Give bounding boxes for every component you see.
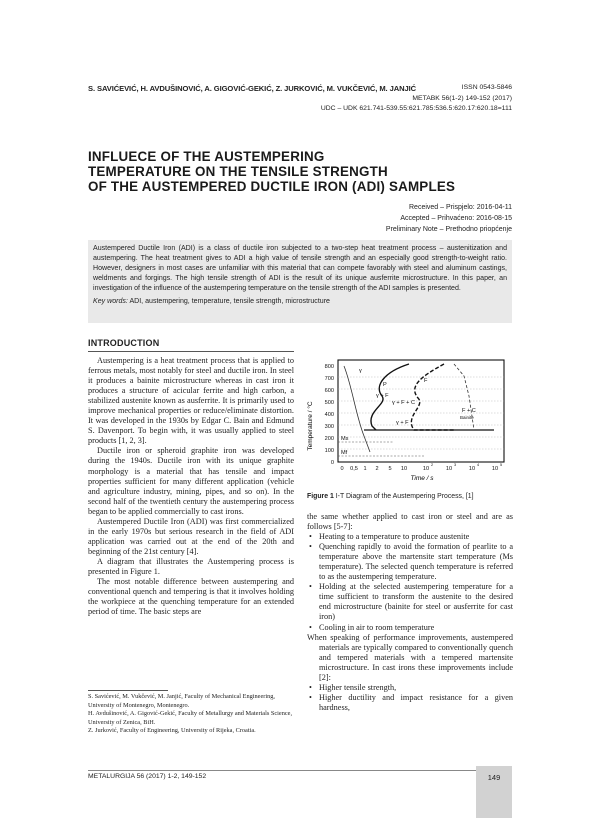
x-tick-label: 5 [388,466,392,472]
paragraph: When speaking of performance improvements, austempered materials are typically compared to conventionally quench and tempered materials with a tempered martensite microstructure. In cast irons these improvements include [2]: [307,632,513,682]
region-label: γ [359,368,362,374]
footnote: Z. Jurković, Faculty of Engineering, University of Rijeka, Croatia. [88,727,256,735]
improvements-list [307,683,513,713]
upper-dashed-curve [454,364,474,430]
x-tick-label: 10 [400,466,408,472]
received-date: Received – Prispjelo: 2016-04-11 [409,204,512,211]
y-tick-label: 300 [324,424,334,430]
x-tick-exponent: 4 [477,463,480,467]
footnote: H. Avdušinović, A. Gigović-Gekić, Faculty of Metallurgy and Materials Science, University of Zenica, BiH. [88,710,293,726]
page-number: 149 [487,773,501,782]
dates-block [386,203,512,235]
issn: ISSN 0543-5846 [461,84,512,91]
paragraph: Austempered Ductile Iron (ADI) was first commercialized in the early 1970s but serious research in the field of ADI application was carried out at the end of the 20th and beginning of the 21st century [4]. [88,516,294,556]
list-item: • Quenching rapidly to avoid the formation of pearlite to a temperature above the martensite start temperature (Ms temperature). The selected quench temperature is referred to as the austempering temperature. [307,542,513,582]
paragraph: The most notable difference between austempering and conventional quench and tempering is that it involves holding the workpiece at the quenching temperature for an extended period of time. The basic steps are [88,577,294,617]
region-label: γ + F + C [392,400,416,406]
footnote: S. Savićević, M. Vukčević, M. Janjić, Faculty of Mechanical Engineering, University of Montenegro, Montenegro. [88,693,275,709]
plot-frame [338,360,504,462]
x-tick-exponent: 3 [454,463,457,467]
transformation-curve-finish [411,364,454,430]
section-heading-introduction: INTRODUCTION [88,338,160,348]
process-steps-list [307,532,513,632]
footnote-rule [88,690,168,691]
paragraph: the same whether applied to cast iron or steel and are as follows [5-7]: [307,512,513,532]
y-tick-label: 600 [324,388,334,394]
caption-label: Figure 1 [307,493,334,500]
paragraph: A diagram that illustrates the Austempering process is presented in Figure 1. [88,556,294,576]
keywords-label: Key words: [93,298,128,306]
y-tick-label: 0 [330,460,334,466]
region-label: γ + F [396,420,409,426]
left-column [88,356,294,617]
journal-ref: METABK 56(1-2) 149-152 (2017) [412,94,512,102]
title-line: OF THE AUSTEMPERED DUCTILE IRON (ADI) SAMPLES [88,179,456,195]
region-label: γ + F [376,393,389,399]
footer-citation: METALURGIJA 56 (2017) 1-2, 149-152 [88,773,207,780]
list-item: • Higher ductility and impact resistance for a given hardness, [307,693,513,713]
footnotes [88,693,298,736]
x-tick-label: 10 [468,466,476,472]
title-line: TEMPERATURE ON THE TENSILE STRENGTH [88,164,388,180]
x-tick-label: 1 [363,466,367,472]
footer-rule [88,770,476,771]
list-item: • Cooling in air to room temperature [307,623,513,633]
y-tick-label: 800 [324,364,334,370]
x-tick-exponent: 2 [431,463,434,467]
paragraph: Ductile iron or spheroid graphite iron was developed during the 1940s. Ductile iron with its unique graphite morphology is a material that has tensile and impact properties sufficient for many different application (vehicle and agriculture industry, mining, pipes, and so on). In the second half of the twentieth century the austempering process began to be applied commercially to cast irons. [88,446,294,516]
y-tick-label: 500 [324,400,334,406]
header-meta [321,83,512,115]
list-item: • Heating to a temperature to produce austenite [307,532,513,542]
keywords-text: ADI, austempering, temperature, tensile strength, microstructure [129,298,330,306]
title-line: INFLUECE OF THE AUSTEMPERING [88,149,325,164]
x-tick-exponent: 5 [500,463,503,467]
author-list: S. SAVIĆEVIĆ, H. AVDUŠINOVIĆ, A. GIGOVIĆ-GEKIĆ, Z. JURKOVIĆ, M. VUKČEVIĆ, M. JANJIĆ [88,84,416,93]
region-label: F [424,378,428,384]
abstract-text: Austempered Ductile Iron (ADI) is a class of ductile iron subjected to a two-step heat treatment process – austenitization and austempering. The heat treatment gives to ADI a high value of tensile strength and an especially good strength-to-weight ratio. However, designers in most cases are unfamiliar with this material that can compete favorably with steel and aluminum castings, weldments and forgings. The high tensile strength of ADI is the result of its unique ausferrite microstructure. In this paper, an investigation of the influence of the austempering temperature on the tensile strength of the ADI samples is presented. [93,245,507,293]
accepted-date: Accepted – Prihvaćeno: 2016-08-15 [400,214,512,222]
y-tick-label: 400 [324,412,334,418]
x-axis-label: Time / s [410,475,434,482]
y-tick-label: 100 [324,448,334,454]
udc: UDC – UDK 621.741-539.55:621.785:536.5:620.17:620.18=111 [320,105,512,112]
x-tick-label: 2 [375,466,379,472]
x-tick-label: 10 [491,466,499,472]
region-label: Mf [341,450,348,456]
article-type: Preliminary Note – Prethodno priopćenje [385,225,512,233]
x-tick-label: 0 [340,466,344,472]
abstract [88,240,512,323]
paper-title [88,149,518,195]
right-column [307,512,513,713]
list-item: • Higher tensile strength, [307,683,513,693]
figure-caption [307,493,473,500]
x-tick-label: 0,5 [350,466,358,472]
it-diagram-figure [304,356,516,488]
list-item: • Holding at the selected austempering temperature for a time sufficient to transform the austenite to the desired end microstructure (bainite for steel or ausferrite for cast iron) [307,582,513,622]
y-tick-label: 700 [324,376,334,382]
region-label: P [383,382,387,388]
paragraph: Austempering is a heat treatment process that is applied to ferrous metals, most notably for steel and ductile iron. In steel it produces a bainite microstructure whereas in cast iron it produces a structure of acicular ferrite and high carbon, a stabilized austenite known as ausferrite. It is primarily used to improve mechanical properties or reduce/eliminate distortion. It was developed in the 1930s by Edgar C. Bain and Edmund S. Davenport. To begin with, it was usually applied to steel products [1, 2, 3]. [88,356,294,446]
x-tick-label: 10 [445,466,453,472]
region-label: F + C [462,408,476,414]
y-axis-label: Temperature / °C [307,401,314,451]
caption-text: I-T Diagram of the Austempering Process, [1] [335,493,474,500]
x-tick-label: 10 [422,466,430,472]
region-label: Ms [341,436,349,442]
heading-rule [88,351,294,352]
keywords [93,297,507,307]
y-tick-label: 200 [324,436,334,442]
region-label: Bainite [460,415,474,420]
